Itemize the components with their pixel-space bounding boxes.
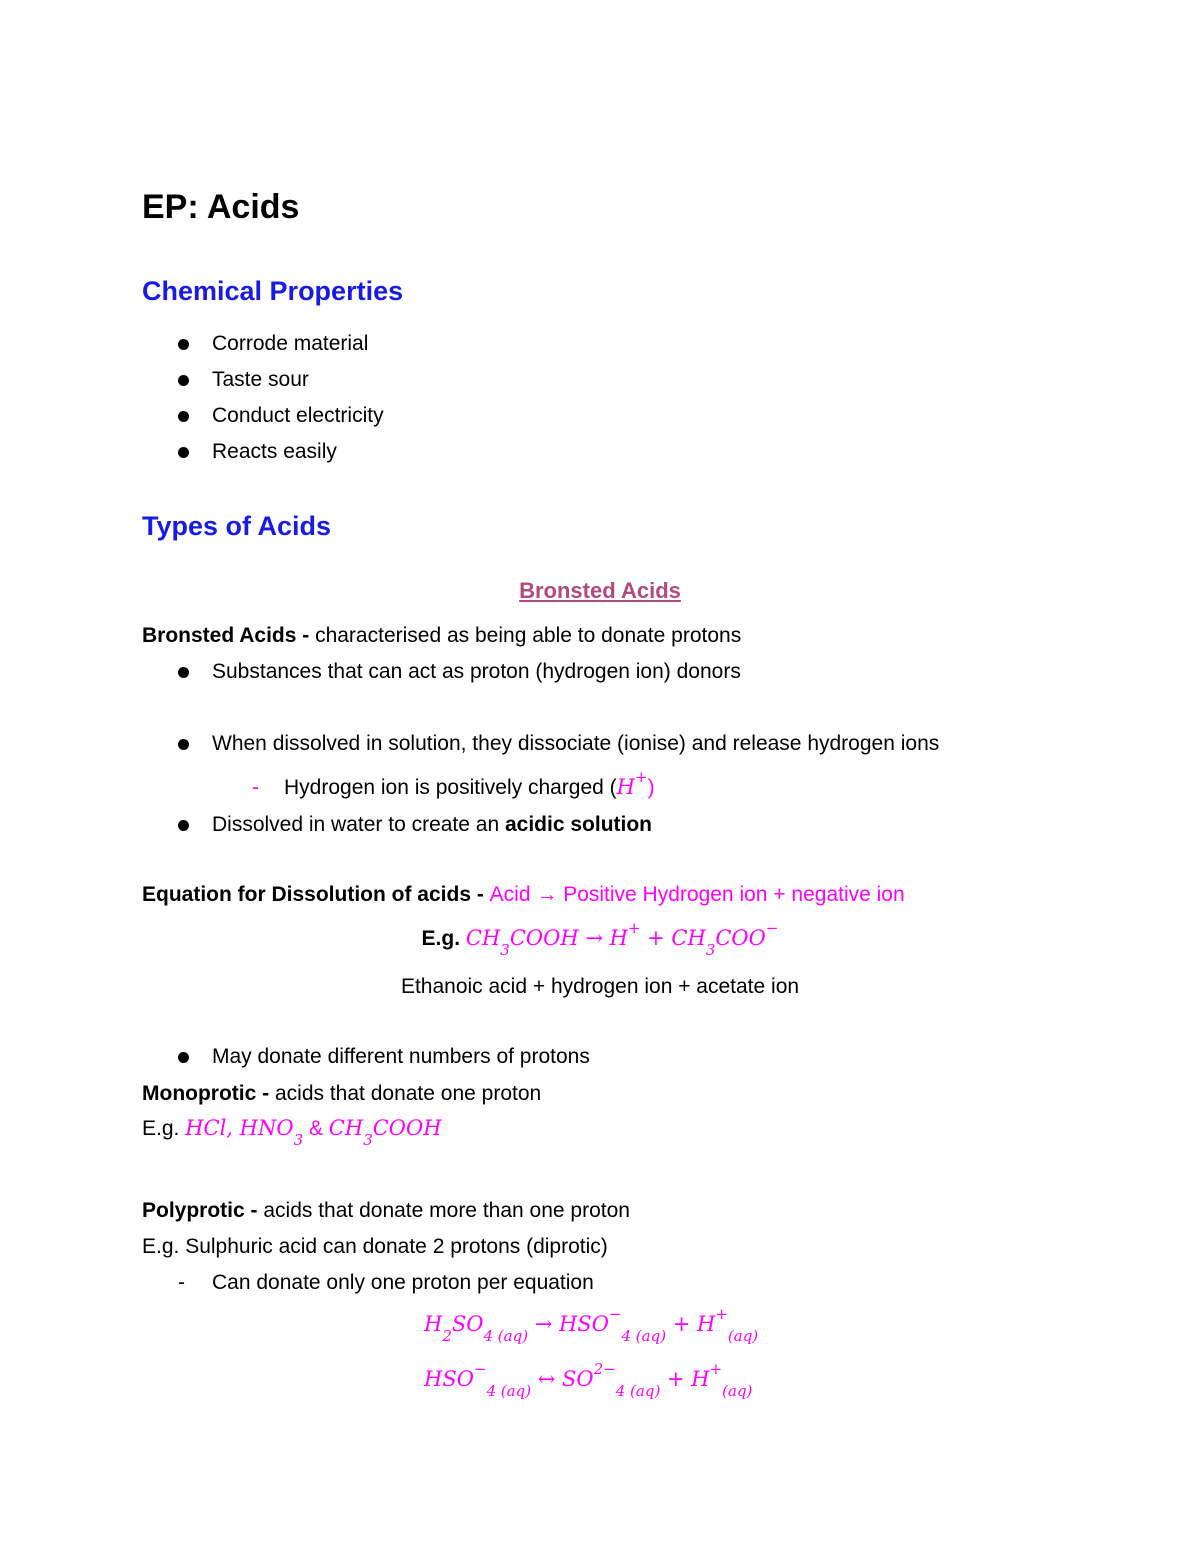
math-sub: 3 (363, 1131, 373, 1149)
eg-label: E.g. (421, 927, 461, 950)
dash-marker: - (178, 1271, 185, 1294)
dash-text: Hydrogen ion is positively charged ( (284, 776, 617, 799)
monoprotic-definition (142, 1083, 541, 1104)
definition-text: characterised as being able to donate protons (315, 624, 742, 647)
types-heading: Types of Acids (142, 511, 332, 541)
math-part: CH (465, 926, 501, 950)
list-item-text: Dissolved in water to create an (212, 813, 505, 836)
dash-marker: - (252, 776, 259, 799)
mono-text: acids that donate one proton (274, 1082, 542, 1105)
equation-example (0, 919, 1200, 959)
dash-item (284, 768, 655, 799)
math-sub: 3 (705, 941, 716, 959)
bullet-icon (178, 820, 189, 831)
math-sup: + (715, 1305, 728, 1323)
monoprotic-example (142, 1116, 442, 1149)
mono-term: Monoprotic - (142, 1082, 275, 1105)
math-sub: 4 (aq) (615, 1382, 661, 1400)
math-part: HSO (424, 1367, 474, 1391)
equation-label: Equation for Dissolution of acids - (142, 883, 490, 906)
list-item: Corrode material (212, 332, 369, 355)
math-sup: + (709, 1360, 723, 1378)
ampersand: & (303, 1117, 329, 1140)
math-sub: 4 (aq) (621, 1327, 667, 1345)
math-sup: − (608, 1305, 622, 1323)
list-item: Substances that can act as proton (hydrogen ion) donors (212, 660, 741, 683)
dash-item: Can donate only one proton per equation (212, 1271, 594, 1294)
sulfuric-equation-2 (424, 1360, 753, 1400)
chemical-properties-heading: Chemical Properties (142, 276, 404, 306)
math-part: + H (660, 1367, 710, 1391)
list-item: Conduct electricity (212, 404, 384, 427)
polyprotic-example: E.g. Sulphuric acid can donate 2 protons (diprotic) (142, 1235, 608, 1258)
math-part: + CH (640, 926, 706, 950)
polyprotic-definition (142, 1200, 630, 1221)
math-part: HCl, HNO (185, 1116, 294, 1140)
list-item: Reacts easily (212, 440, 337, 463)
equation-line (142, 884, 905, 905)
bronsted-subheading: Bronsted Acids (519, 578, 681, 603)
bullet-icon (178, 667, 189, 678)
math-sub: 4 (aq) (486, 1382, 532, 1400)
list-item-bold: acidic solution (504, 813, 653, 836)
bronsted-definition (142, 625, 741, 646)
math-part: H (424, 1312, 443, 1336)
list-item: May donate different numbers of protons (212, 1045, 590, 1068)
math-sub: 4 (aq) (483, 1327, 529, 1345)
math-part: COOH (372, 1116, 442, 1140)
sulfuric-equation-1 (424, 1305, 759, 1345)
eg-label: E.g. (142, 1117, 186, 1140)
poly-text: acids that donate more than one proton (263, 1199, 630, 1222)
bullet-icon (178, 447, 189, 458)
dash-close: ) (647, 776, 655, 799)
math-part: CH (328, 1116, 364, 1140)
math-sup: + (635, 768, 648, 786)
bullet-icon (178, 411, 189, 422)
equation-caption: Ethanoic acid + hydrogen ion + acetate ion (400, 975, 800, 998)
math-sub: 2 (442, 1327, 452, 1345)
math-sub: (aq) (722, 1382, 753, 1400)
math-h: H (616, 775, 635, 799)
page-title: EP: Acids (142, 188, 300, 226)
math-part: → HSO (528, 1312, 609, 1336)
math-sup: − (765, 919, 779, 937)
math-part: ↔ SO (531, 1367, 594, 1391)
definition-term: Bronsted Acids - (142, 624, 316, 647)
math-part: SO (451, 1312, 484, 1336)
math-sub: 3 (500, 941, 510, 959)
list-item (212, 814, 652, 835)
math-part: COOH → H (509, 926, 628, 950)
list-item: Taste sour (212, 368, 309, 391)
bullet-icon (178, 1052, 189, 1063)
equation-general: Acid → Positive Hydrogen ion + negative ion (489, 883, 905, 906)
bullet-icon (178, 739, 189, 750)
list-item: When dissolved in solution, they dissociate (ionise) and release hydrogen ions (212, 732, 940, 755)
math-part: + H (666, 1312, 716, 1336)
poly-term: Polyprotic - (142, 1199, 264, 1222)
bullet-icon (178, 339, 189, 350)
math-sup: − (473, 1360, 487, 1378)
math-sub: (aq) (727, 1327, 759, 1345)
math-part: COO (715, 926, 766, 950)
math-sub: 3 (293, 1131, 304, 1149)
math-sup: + (627, 919, 641, 937)
bullet-icon (178, 375, 189, 386)
math-sup: 2− (593, 1360, 616, 1378)
